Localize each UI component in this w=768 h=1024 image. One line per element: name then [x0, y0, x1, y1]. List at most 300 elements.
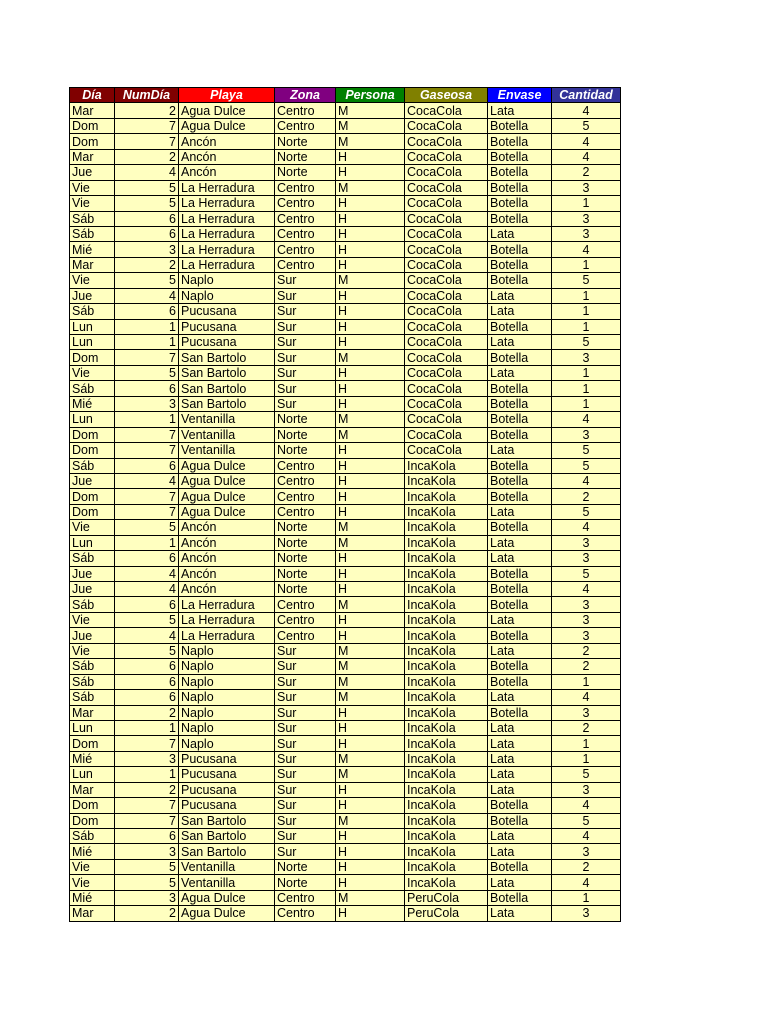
cell-playa[interactable]: Agua Dulce	[179, 103, 275, 118]
cell-gaseosa[interactable]: IncaKola	[405, 798, 488, 813]
cell-cantidad[interactable]: 1	[552, 736, 621, 751]
cell-dia[interactable]: Lun	[70, 412, 115, 427]
cell-numdia[interactable]: 4	[115, 566, 179, 581]
cell-envase[interactable]: Botella	[488, 134, 552, 149]
cell-playa[interactable]: San Bartolo	[179, 813, 275, 828]
cell-playa[interactable]: Pucusana	[179, 319, 275, 334]
cell-gaseosa[interactable]: IncaKola	[405, 736, 488, 751]
cell-cantidad[interactable]: 1	[552, 319, 621, 334]
cell-dia[interactable]: Sáb	[70, 674, 115, 689]
cell-zona[interactable]: Norte	[275, 566, 336, 581]
cell-cantidad[interactable]: 3	[552, 782, 621, 797]
cell-dia[interactable]: Vie	[70, 273, 115, 288]
header-gaseosa[interactable]: Gaseosa	[405, 88, 488, 103]
cell-persona[interactable]: H	[336, 257, 405, 272]
cell-envase[interactable]: Lata	[488, 612, 552, 627]
cell-zona[interactable]: Centro	[275, 628, 336, 643]
cell-zona[interactable]: Centro	[275, 103, 336, 118]
cell-dia[interactable]: Jue	[70, 288, 115, 303]
cell-gaseosa[interactable]: CocaCola	[405, 319, 488, 334]
cell-persona[interactable]: H	[336, 165, 405, 180]
cell-playa[interactable]: La Herradura	[179, 180, 275, 195]
cell-numdia[interactable]: 4	[115, 288, 179, 303]
cell-cantidad[interactable]: 5	[552, 335, 621, 350]
cell-envase[interactable]: Botella	[488, 473, 552, 488]
cell-playa[interactable]: Ventanilla	[179, 859, 275, 874]
cell-numdia[interactable]: 5	[115, 612, 179, 627]
cell-cantidad[interactable]: 4	[552, 520, 621, 535]
cell-zona[interactable]: Sur	[275, 813, 336, 828]
cell-envase[interactable]: Botella	[488, 628, 552, 643]
cell-persona[interactable]: M	[336, 118, 405, 133]
cell-persona[interactable]: M	[336, 767, 405, 782]
cell-zona[interactable]: Sur	[275, 396, 336, 411]
cell-cantidad[interactable]: 2	[552, 720, 621, 735]
cell-dia[interactable]: Jue	[70, 473, 115, 488]
cell-envase[interactable]: Botella	[488, 597, 552, 612]
cell-dia[interactable]: Dom	[70, 736, 115, 751]
cell-zona[interactable]: Sur	[275, 798, 336, 813]
cell-envase[interactable]: Botella	[488, 412, 552, 427]
cell-envase[interactable]: Lata	[488, 288, 552, 303]
cell-zona[interactable]: Centro	[275, 458, 336, 473]
cell-playa[interactable]: Ventanilla	[179, 875, 275, 890]
cell-persona[interactable]: H	[336, 226, 405, 241]
cell-dia[interactable]: Jue	[70, 628, 115, 643]
cell-numdia[interactable]: 7	[115, 813, 179, 828]
cell-cantidad[interactable]: 5	[552, 813, 621, 828]
cell-persona[interactable]: M	[336, 103, 405, 118]
cell-cantidad[interactable]: 3	[552, 350, 621, 365]
cell-dia[interactable]: Sáb	[70, 659, 115, 674]
cell-playa[interactable]: San Bartolo	[179, 365, 275, 380]
cell-zona[interactable]: Centro	[275, 612, 336, 627]
cell-persona[interactable]: H	[336, 829, 405, 844]
cell-cantidad[interactable]: 4	[552, 149, 621, 164]
cell-numdia[interactable]: 7	[115, 427, 179, 442]
cell-persona[interactable]: H	[336, 458, 405, 473]
cell-gaseosa[interactable]: CocaCola	[405, 118, 488, 133]
cell-playa[interactable]: Ancón	[179, 582, 275, 597]
cell-gaseosa[interactable]: CocaCola	[405, 211, 488, 226]
cell-numdia[interactable]: 5	[115, 643, 179, 658]
cell-persona[interactable]: H	[336, 396, 405, 411]
cell-playa[interactable]: Agua Dulce	[179, 458, 275, 473]
cell-cantidad[interactable]: 3	[552, 551, 621, 566]
cell-envase[interactable]: Botella	[488, 458, 552, 473]
cell-cantidad[interactable]: 3	[552, 211, 621, 226]
cell-envase[interactable]: Lata	[488, 335, 552, 350]
cell-playa[interactable]: Naplo	[179, 273, 275, 288]
cell-persona[interactable]: H	[336, 736, 405, 751]
cell-envase[interactable]: Lata	[488, 643, 552, 658]
cell-zona[interactable]: Centro	[275, 211, 336, 226]
cell-envase[interactable]: Lata	[488, 690, 552, 705]
cell-gaseosa[interactable]: IncaKola	[405, 597, 488, 612]
cell-persona[interactable]: M	[336, 643, 405, 658]
cell-envase[interactable]: Botella	[488, 257, 552, 272]
cell-cantidad[interactable]: 5	[552, 566, 621, 581]
cell-envase[interactable]: Botella	[488, 165, 552, 180]
cell-gaseosa[interactable]: CocaCola	[405, 412, 488, 427]
cell-gaseosa[interactable]: IncaKola	[405, 504, 488, 519]
cell-playa[interactable]: La Herradura	[179, 211, 275, 226]
cell-playa[interactable]: La Herradura	[179, 226, 275, 241]
cell-numdia[interactable]: 1	[115, 412, 179, 427]
cell-playa[interactable]: La Herradura	[179, 597, 275, 612]
cell-persona[interactable]: H	[336, 211, 405, 226]
cell-gaseosa[interactable]: IncaKola	[405, 582, 488, 597]
cell-zona[interactable]: Sur	[275, 365, 336, 380]
cell-envase[interactable]: Lata	[488, 829, 552, 844]
cell-zona[interactable]: Sur	[275, 844, 336, 859]
cell-zona[interactable]: Centro	[275, 504, 336, 519]
cell-zona[interactable]: Centro	[275, 890, 336, 905]
cell-numdia[interactable]: 4	[115, 582, 179, 597]
cell-zona[interactable]: Sur	[275, 690, 336, 705]
cell-persona[interactable]: H	[336, 628, 405, 643]
cell-numdia[interactable]: 5	[115, 196, 179, 211]
cell-persona[interactable]: H	[336, 304, 405, 319]
cell-zona[interactable]: Norte	[275, 412, 336, 427]
cell-envase[interactable]: Lata	[488, 226, 552, 241]
cell-dia[interactable]: Dom	[70, 813, 115, 828]
cell-zona[interactable]: Centro	[275, 489, 336, 504]
cell-numdia[interactable]: 1	[115, 767, 179, 782]
cell-persona[interactable]: M	[336, 520, 405, 535]
cell-gaseosa[interactable]: IncaKola	[405, 643, 488, 658]
cell-persona[interactable]: H	[336, 566, 405, 581]
cell-playa[interactable]: La Herradura	[179, 628, 275, 643]
cell-cantidad[interactable]: 3	[552, 705, 621, 720]
cell-gaseosa[interactable]: IncaKola	[405, 674, 488, 689]
cell-playa[interactable]: Naplo	[179, 288, 275, 303]
cell-zona[interactable]: Sur	[275, 288, 336, 303]
cell-cantidad[interactable]: 4	[552, 829, 621, 844]
cell-persona[interactable]: H	[336, 875, 405, 890]
cell-cantidad[interactable]: 2	[552, 859, 621, 874]
cell-zona[interactable]: Norte	[275, 859, 336, 874]
cell-envase[interactable]: Lata	[488, 751, 552, 766]
cell-zona[interactable]: Sur	[275, 782, 336, 797]
cell-envase[interactable]: Lata	[488, 535, 552, 550]
cell-gaseosa[interactable]: IncaKola	[405, 859, 488, 874]
cell-envase[interactable]: Lata	[488, 736, 552, 751]
cell-playa[interactable]: Naplo	[179, 736, 275, 751]
header-cantidad[interactable]: Cantidad	[552, 88, 621, 103]
cell-numdia[interactable]: 4	[115, 473, 179, 488]
cell-gaseosa[interactable]: CocaCola	[405, 396, 488, 411]
cell-persona[interactable]: M	[336, 180, 405, 195]
cell-gaseosa[interactable]: IncaKola	[405, 535, 488, 550]
cell-playa[interactable]: Agua Dulce	[179, 504, 275, 519]
cell-envase[interactable]: Botella	[488, 242, 552, 257]
cell-cantidad[interactable]: 4	[552, 103, 621, 118]
cell-zona[interactable]: Sur	[275, 335, 336, 350]
cell-dia[interactable]: Sáb	[70, 829, 115, 844]
cell-zona[interactable]: Sur	[275, 659, 336, 674]
cell-dia[interactable]: Lun	[70, 535, 115, 550]
cell-persona[interactable]: H	[336, 242, 405, 257]
cell-playa[interactable]: Naplo	[179, 705, 275, 720]
cell-playa[interactable]: Pucusana	[179, 782, 275, 797]
cell-dia[interactable]: Mar	[70, 149, 115, 164]
cell-cantidad[interactable]: 3	[552, 597, 621, 612]
cell-gaseosa[interactable]: CocaCola	[405, 273, 488, 288]
cell-cantidad[interactable]: 3	[552, 628, 621, 643]
cell-cantidad[interactable]: 2	[552, 165, 621, 180]
cell-numdia[interactable]: 3	[115, 751, 179, 766]
cell-zona[interactable]: Sur	[275, 273, 336, 288]
cell-numdia[interactable]: 6	[115, 551, 179, 566]
cell-numdia[interactable]: 6	[115, 226, 179, 241]
cell-envase[interactable]: Botella	[488, 520, 552, 535]
cell-persona[interactable]: H	[336, 288, 405, 303]
cell-playa[interactable]: San Bartolo	[179, 396, 275, 411]
cell-zona[interactable]: Centro	[275, 180, 336, 195]
cell-numdia[interactable]: 1	[115, 720, 179, 735]
cell-gaseosa[interactable]: IncaKola	[405, 751, 488, 766]
cell-playa[interactable]: Pucusana	[179, 798, 275, 813]
cell-zona[interactable]: Norte	[275, 535, 336, 550]
cell-numdia[interactable]: 3	[115, 242, 179, 257]
cell-numdia[interactable]: 2	[115, 705, 179, 720]
cell-dia[interactable]: Mar	[70, 103, 115, 118]
cell-envase[interactable]: Botella	[488, 350, 552, 365]
cell-zona[interactable]: Sur	[275, 674, 336, 689]
cell-cantidad[interactable]: 3	[552, 535, 621, 550]
cell-dia[interactable]: Jue	[70, 582, 115, 597]
cell-numdia[interactable]: 6	[115, 690, 179, 705]
cell-zona[interactable]: Norte	[275, 427, 336, 442]
cell-gaseosa[interactable]: IncaKola	[405, 612, 488, 627]
cell-zona[interactable]: Sur	[275, 350, 336, 365]
cell-playa[interactable]: Ancón	[179, 566, 275, 581]
cell-cantidad[interactable]: 4	[552, 473, 621, 488]
cell-zona[interactable]: Centro	[275, 597, 336, 612]
cell-numdia[interactable]: 5	[115, 273, 179, 288]
cell-gaseosa[interactable]: CocaCola	[405, 226, 488, 241]
cell-playa[interactable]: Naplo	[179, 643, 275, 658]
cell-cantidad[interactable]: 1	[552, 396, 621, 411]
cell-gaseosa[interactable]: IncaKola	[405, 473, 488, 488]
cell-playa[interactable]: Pucusana	[179, 304, 275, 319]
cell-persona[interactable]: H	[336, 489, 405, 504]
cell-envase[interactable]: Lata	[488, 365, 552, 380]
cell-dia[interactable]: Dom	[70, 134, 115, 149]
cell-zona[interactable]: Norte	[275, 875, 336, 890]
cell-playa[interactable]: Agua Dulce	[179, 890, 275, 905]
cell-dia[interactable]: Vie	[70, 180, 115, 195]
cell-gaseosa[interactable]: IncaKola	[405, 782, 488, 797]
cell-gaseosa[interactable]: IncaKola	[405, 566, 488, 581]
cell-playa[interactable]: San Bartolo	[179, 829, 275, 844]
cell-playa[interactable]: Agua Dulce	[179, 906, 275, 921]
cell-numdia[interactable]: 6	[115, 659, 179, 674]
cell-dia[interactable]: Dom	[70, 427, 115, 442]
header-envase[interactable]: Envase	[488, 88, 552, 103]
cell-playa[interactable]: Ancón	[179, 149, 275, 164]
cell-cantidad[interactable]: 1	[552, 381, 621, 396]
cell-envase[interactable]: Botella	[488, 196, 552, 211]
cell-gaseosa[interactable]: PeruCola	[405, 890, 488, 905]
cell-playa[interactable]: La Herradura	[179, 612, 275, 627]
cell-persona[interactable]: H	[336, 319, 405, 334]
cell-dia[interactable]: Vie	[70, 365, 115, 380]
cell-dia[interactable]: Mié	[70, 751, 115, 766]
cell-playa[interactable]: La Herradura	[179, 257, 275, 272]
cell-numdia[interactable]: 7	[115, 736, 179, 751]
cell-cantidad[interactable]: 1	[552, 304, 621, 319]
cell-persona[interactable]: M	[336, 674, 405, 689]
cell-playa[interactable]: Naplo	[179, 674, 275, 689]
cell-playa[interactable]: Pucusana	[179, 767, 275, 782]
cell-numdia[interactable]: 4	[115, 165, 179, 180]
cell-cantidad[interactable]: 4	[552, 134, 621, 149]
cell-gaseosa[interactable]: CocaCola	[405, 165, 488, 180]
cell-gaseosa[interactable]: IncaKola	[405, 659, 488, 674]
cell-zona[interactable]: Norte	[275, 520, 336, 535]
cell-numdia[interactable]: 6	[115, 458, 179, 473]
cell-cantidad[interactable]: 2	[552, 489, 621, 504]
cell-gaseosa[interactable]: CocaCola	[405, 103, 488, 118]
cell-cantidad[interactable]: 4	[552, 412, 621, 427]
cell-envase[interactable]: Botella	[488, 149, 552, 164]
cell-zona[interactable]: Sur	[275, 643, 336, 658]
cell-envase[interactable]: Botella	[488, 381, 552, 396]
cell-numdia[interactable]: 7	[115, 350, 179, 365]
cell-persona[interactable]: H	[336, 582, 405, 597]
cell-persona[interactable]: H	[336, 381, 405, 396]
cell-persona[interactable]: H	[336, 612, 405, 627]
cell-numdia[interactable]: 1	[115, 535, 179, 550]
cell-zona[interactable]: Centro	[275, 196, 336, 211]
cell-playa[interactable]: Ancón	[179, 535, 275, 550]
cell-zona[interactable]: Centro	[275, 257, 336, 272]
cell-dia[interactable]: Jue	[70, 165, 115, 180]
cell-zona[interactable]: Sur	[275, 736, 336, 751]
cell-gaseosa[interactable]: CocaCola	[405, 134, 488, 149]
cell-envase[interactable]: Botella	[488, 798, 552, 813]
cell-gaseosa[interactable]: IncaKola	[405, 628, 488, 643]
cell-cantidad[interactable]: 4	[552, 242, 621, 257]
cell-numdia[interactable]: 6	[115, 304, 179, 319]
cell-zona[interactable]: Norte	[275, 551, 336, 566]
cell-envase[interactable]: Botella	[488, 566, 552, 581]
cell-numdia[interactable]: 2	[115, 906, 179, 921]
cell-envase[interactable]: Botella	[488, 180, 552, 195]
cell-envase[interactable]: Botella	[488, 211, 552, 226]
cell-zona[interactable]: Norte	[275, 165, 336, 180]
cell-dia[interactable]: Mié	[70, 890, 115, 905]
cell-gaseosa[interactable]: IncaKola	[405, 813, 488, 828]
cell-zona[interactable]: Sur	[275, 319, 336, 334]
cell-cantidad[interactable]: 5	[552, 767, 621, 782]
cell-envase[interactable]: Botella	[488, 582, 552, 597]
cell-numdia[interactable]: 5	[115, 365, 179, 380]
cell-zona[interactable]: Centro	[275, 473, 336, 488]
cell-cantidad[interactable]: 5	[552, 504, 621, 519]
cell-persona[interactable]: M	[336, 273, 405, 288]
cell-numdia[interactable]: 1	[115, 335, 179, 350]
cell-persona[interactable]: H	[336, 720, 405, 735]
cell-zona[interactable]: Norte	[275, 443, 336, 458]
cell-cantidad[interactable]: 3	[552, 906, 621, 921]
cell-dia[interactable]: Mar	[70, 782, 115, 797]
cell-numdia[interactable]: 7	[115, 443, 179, 458]
cell-playa[interactable]: Agua Dulce	[179, 473, 275, 488]
cell-envase[interactable]: Botella	[488, 890, 552, 905]
cell-persona[interactable]: H	[336, 196, 405, 211]
cell-gaseosa[interactable]: CocaCola	[405, 242, 488, 257]
cell-playa[interactable]: Pucusana	[179, 335, 275, 350]
cell-gaseosa[interactable]: CocaCola	[405, 180, 488, 195]
cell-persona[interactable]: M	[336, 350, 405, 365]
cell-envase[interactable]: Botella	[488, 659, 552, 674]
cell-envase[interactable]: Lata	[488, 906, 552, 921]
cell-dia[interactable]: Jue	[70, 566, 115, 581]
cell-envase[interactable]: Lata	[488, 304, 552, 319]
cell-gaseosa[interactable]: CocaCola	[405, 196, 488, 211]
cell-dia[interactable]: Mié	[70, 242, 115, 257]
cell-envase[interactable]: Lata	[488, 782, 552, 797]
cell-gaseosa[interactable]: CocaCola	[405, 443, 488, 458]
cell-dia[interactable]: Vie	[70, 643, 115, 658]
cell-gaseosa[interactable]: IncaKola	[405, 551, 488, 566]
cell-playa[interactable]: Ancón	[179, 520, 275, 535]
cell-playa[interactable]: San Bartolo	[179, 381, 275, 396]
cell-envase[interactable]: Botella	[488, 859, 552, 874]
cell-dia[interactable]: Mar	[70, 257, 115, 272]
cell-cantidad[interactable]: 3	[552, 427, 621, 442]
cell-cantidad[interactable]: 4	[552, 875, 621, 890]
cell-numdia[interactable]: 5	[115, 180, 179, 195]
cell-numdia[interactable]: 6	[115, 381, 179, 396]
cell-numdia[interactable]: 6	[115, 829, 179, 844]
header-zona[interactable]: Zona	[275, 88, 336, 103]
cell-gaseosa[interactable]: CocaCola	[405, 288, 488, 303]
cell-persona[interactable]: M	[336, 535, 405, 550]
cell-numdia[interactable]: 6	[115, 674, 179, 689]
cell-persona[interactable]: H	[336, 551, 405, 566]
header-playa[interactable]: Playa	[179, 88, 275, 103]
cell-zona[interactable]: Sur	[275, 751, 336, 766]
cell-gaseosa[interactable]: IncaKola	[405, 767, 488, 782]
cell-persona[interactable]: H	[336, 473, 405, 488]
cell-persona[interactable]: H	[336, 443, 405, 458]
cell-gaseosa[interactable]: IncaKola	[405, 844, 488, 859]
cell-gaseosa[interactable]: IncaKola	[405, 489, 488, 504]
cell-gaseosa[interactable]: CocaCola	[405, 304, 488, 319]
cell-playa[interactable]: Ancón	[179, 165, 275, 180]
cell-cantidad[interactable]: 1	[552, 890, 621, 905]
cell-persona[interactable]: M	[336, 659, 405, 674]
cell-numdia[interactable]: 5	[115, 520, 179, 535]
cell-numdia[interactable]: 6	[115, 211, 179, 226]
cell-cantidad[interactable]: 1	[552, 288, 621, 303]
cell-cantidad[interactable]: 1	[552, 365, 621, 380]
cell-gaseosa[interactable]: CocaCola	[405, 381, 488, 396]
cell-envase[interactable]: Lata	[488, 767, 552, 782]
cell-persona[interactable]: M	[336, 813, 405, 828]
cell-persona[interactable]: M	[336, 412, 405, 427]
cell-persona[interactable]: M	[336, 597, 405, 612]
cell-dia[interactable]: Dom	[70, 798, 115, 813]
cell-envase[interactable]: Lata	[488, 551, 552, 566]
cell-persona[interactable]: H	[336, 844, 405, 859]
cell-dia[interactable]: Vie	[70, 520, 115, 535]
cell-dia[interactable]: Vie	[70, 612, 115, 627]
